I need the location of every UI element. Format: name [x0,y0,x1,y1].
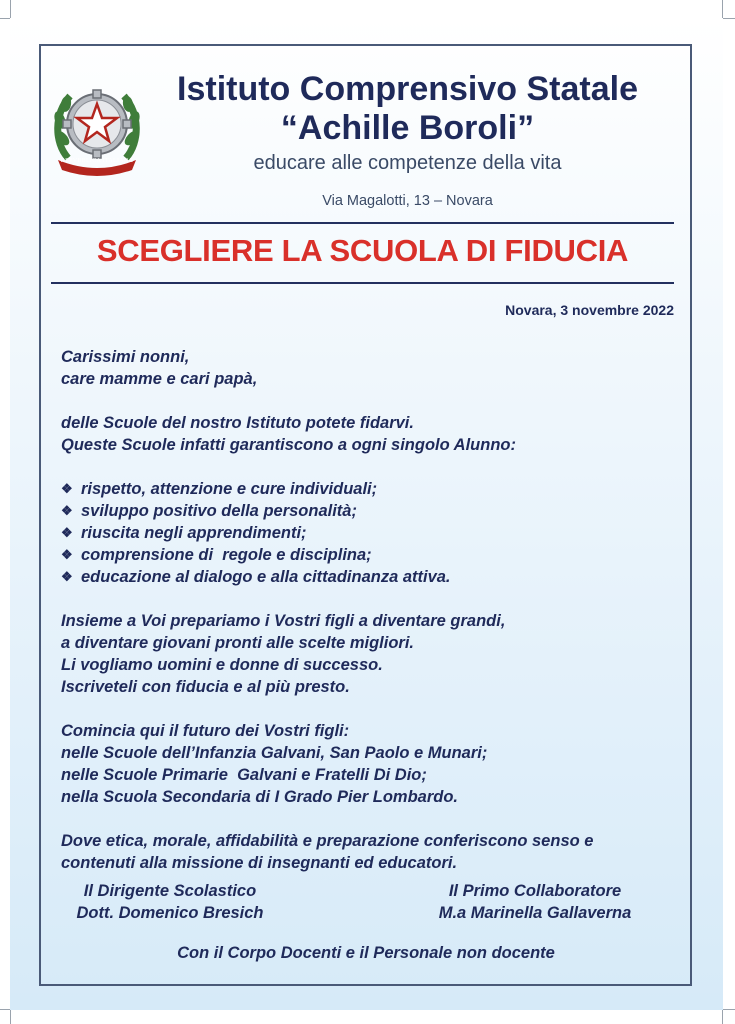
list-item [61,478,681,500]
paragraph-line: contenuti alla missione di insegnanti ed educatori. [61,854,458,872]
divider-bottom [51,282,674,284]
paragraph-line: Dove etica, morale, affidabilità e preparazione conferiscono senso e [61,832,594,850]
crop-mark [722,0,723,18]
school-address: Via Magalotti, 13 – Novara [322,193,493,209]
list-item [61,566,681,588]
signature-collaborator [410,880,660,924]
signature-role: Il Primo Collaboratore [448,882,622,900]
list-item-text: comprensione di regole e disciplina; [81,546,372,564]
school-motto: educare alle competenze della vita [253,152,562,174]
list-item [61,522,681,544]
greeting-line: care mamme e cari papà, [61,370,258,388]
list-item-text: rispetto, attenzione e cure individuali; [81,480,378,498]
diamond-bullet-icon: ❖ [61,503,73,518]
paragraph-line: nella Scuola Secondaria di I Grado Pier Lombardo. [61,788,459,806]
crop-mark [0,18,10,19]
divider-top [51,222,674,224]
signature-name: Dott. Domenico Bresich [76,904,264,922]
diamond-bullet-icon: ❖ [61,547,73,562]
crop-mark [723,1009,735,1010]
paragraph-line: Iscriveteli con fiducia e al più presto. [61,678,350,696]
paragraph-line: a diventare giovani pronti alle scelte migliori. [61,634,415,652]
headline: SCEGLIERE LA SCUOLA DI FIDUCIA [96,233,629,268]
crop-mark [0,1009,10,1010]
diamond-bullet-icon: ❖ [61,569,73,584]
list-item-text: sviluppo positivo della personalità; [81,502,357,520]
paragraph-line: nelle Scuole dell’Infanzia Galvani, San Paolo e Munari; [61,744,488,762]
greeting-line: Carissimi nonni, [61,348,190,366]
crop-mark [723,18,735,19]
school-name-line1: Istituto Comprensivo Statale [177,70,638,108]
paragraph-line: nelle Scuole Primarie Galvani e Fratelli Di Dio; [61,766,427,784]
crop-mark [722,1010,723,1024]
crop-mark [10,0,11,18]
diamond-bullet-icon: ❖ [61,525,73,540]
paragraph-line: Insieme a Voi prepariamo i Vostri figli a diventare grandi, [61,612,506,630]
letter-body [61,346,681,874]
list-item [61,500,681,522]
signature-role: Il Dirigente Scolastico [83,882,257,900]
paragraph-line: Li vogliamo uomini e donne di successo. [61,656,383,674]
intro-line: delle Scuole del nostro Istituto potete fidarvi. [61,414,414,432]
school-name-line2: “Achille Boroli” [280,109,535,147]
footer-note: Con il Corpo Docenti e il Personale non docente [177,944,555,962]
diamond-bullet-icon: ❖ [61,481,73,496]
list-item-text: educazione al dialogo e alla cittadinanza attiva. [81,568,451,586]
list-item [61,544,681,566]
crop-mark [10,1010,11,1024]
signature-principal [55,880,285,924]
paragraph-line: Comincia qui il futuro dei Vostri figli: [61,722,350,740]
emblem-ribbon-text: REPVBBLICA ITALIANA [60,158,134,164]
signature-name: M.a Marinella Gallaverna [438,904,632,922]
list-item-text: riuscita negli apprendimenti; [81,524,307,542]
intro-line: Queste Scuole infatti garantiscono a ogni singolo Alunno: [61,436,516,454]
letter-date: Novara, 3 novembre 2022 [505,302,674,318]
